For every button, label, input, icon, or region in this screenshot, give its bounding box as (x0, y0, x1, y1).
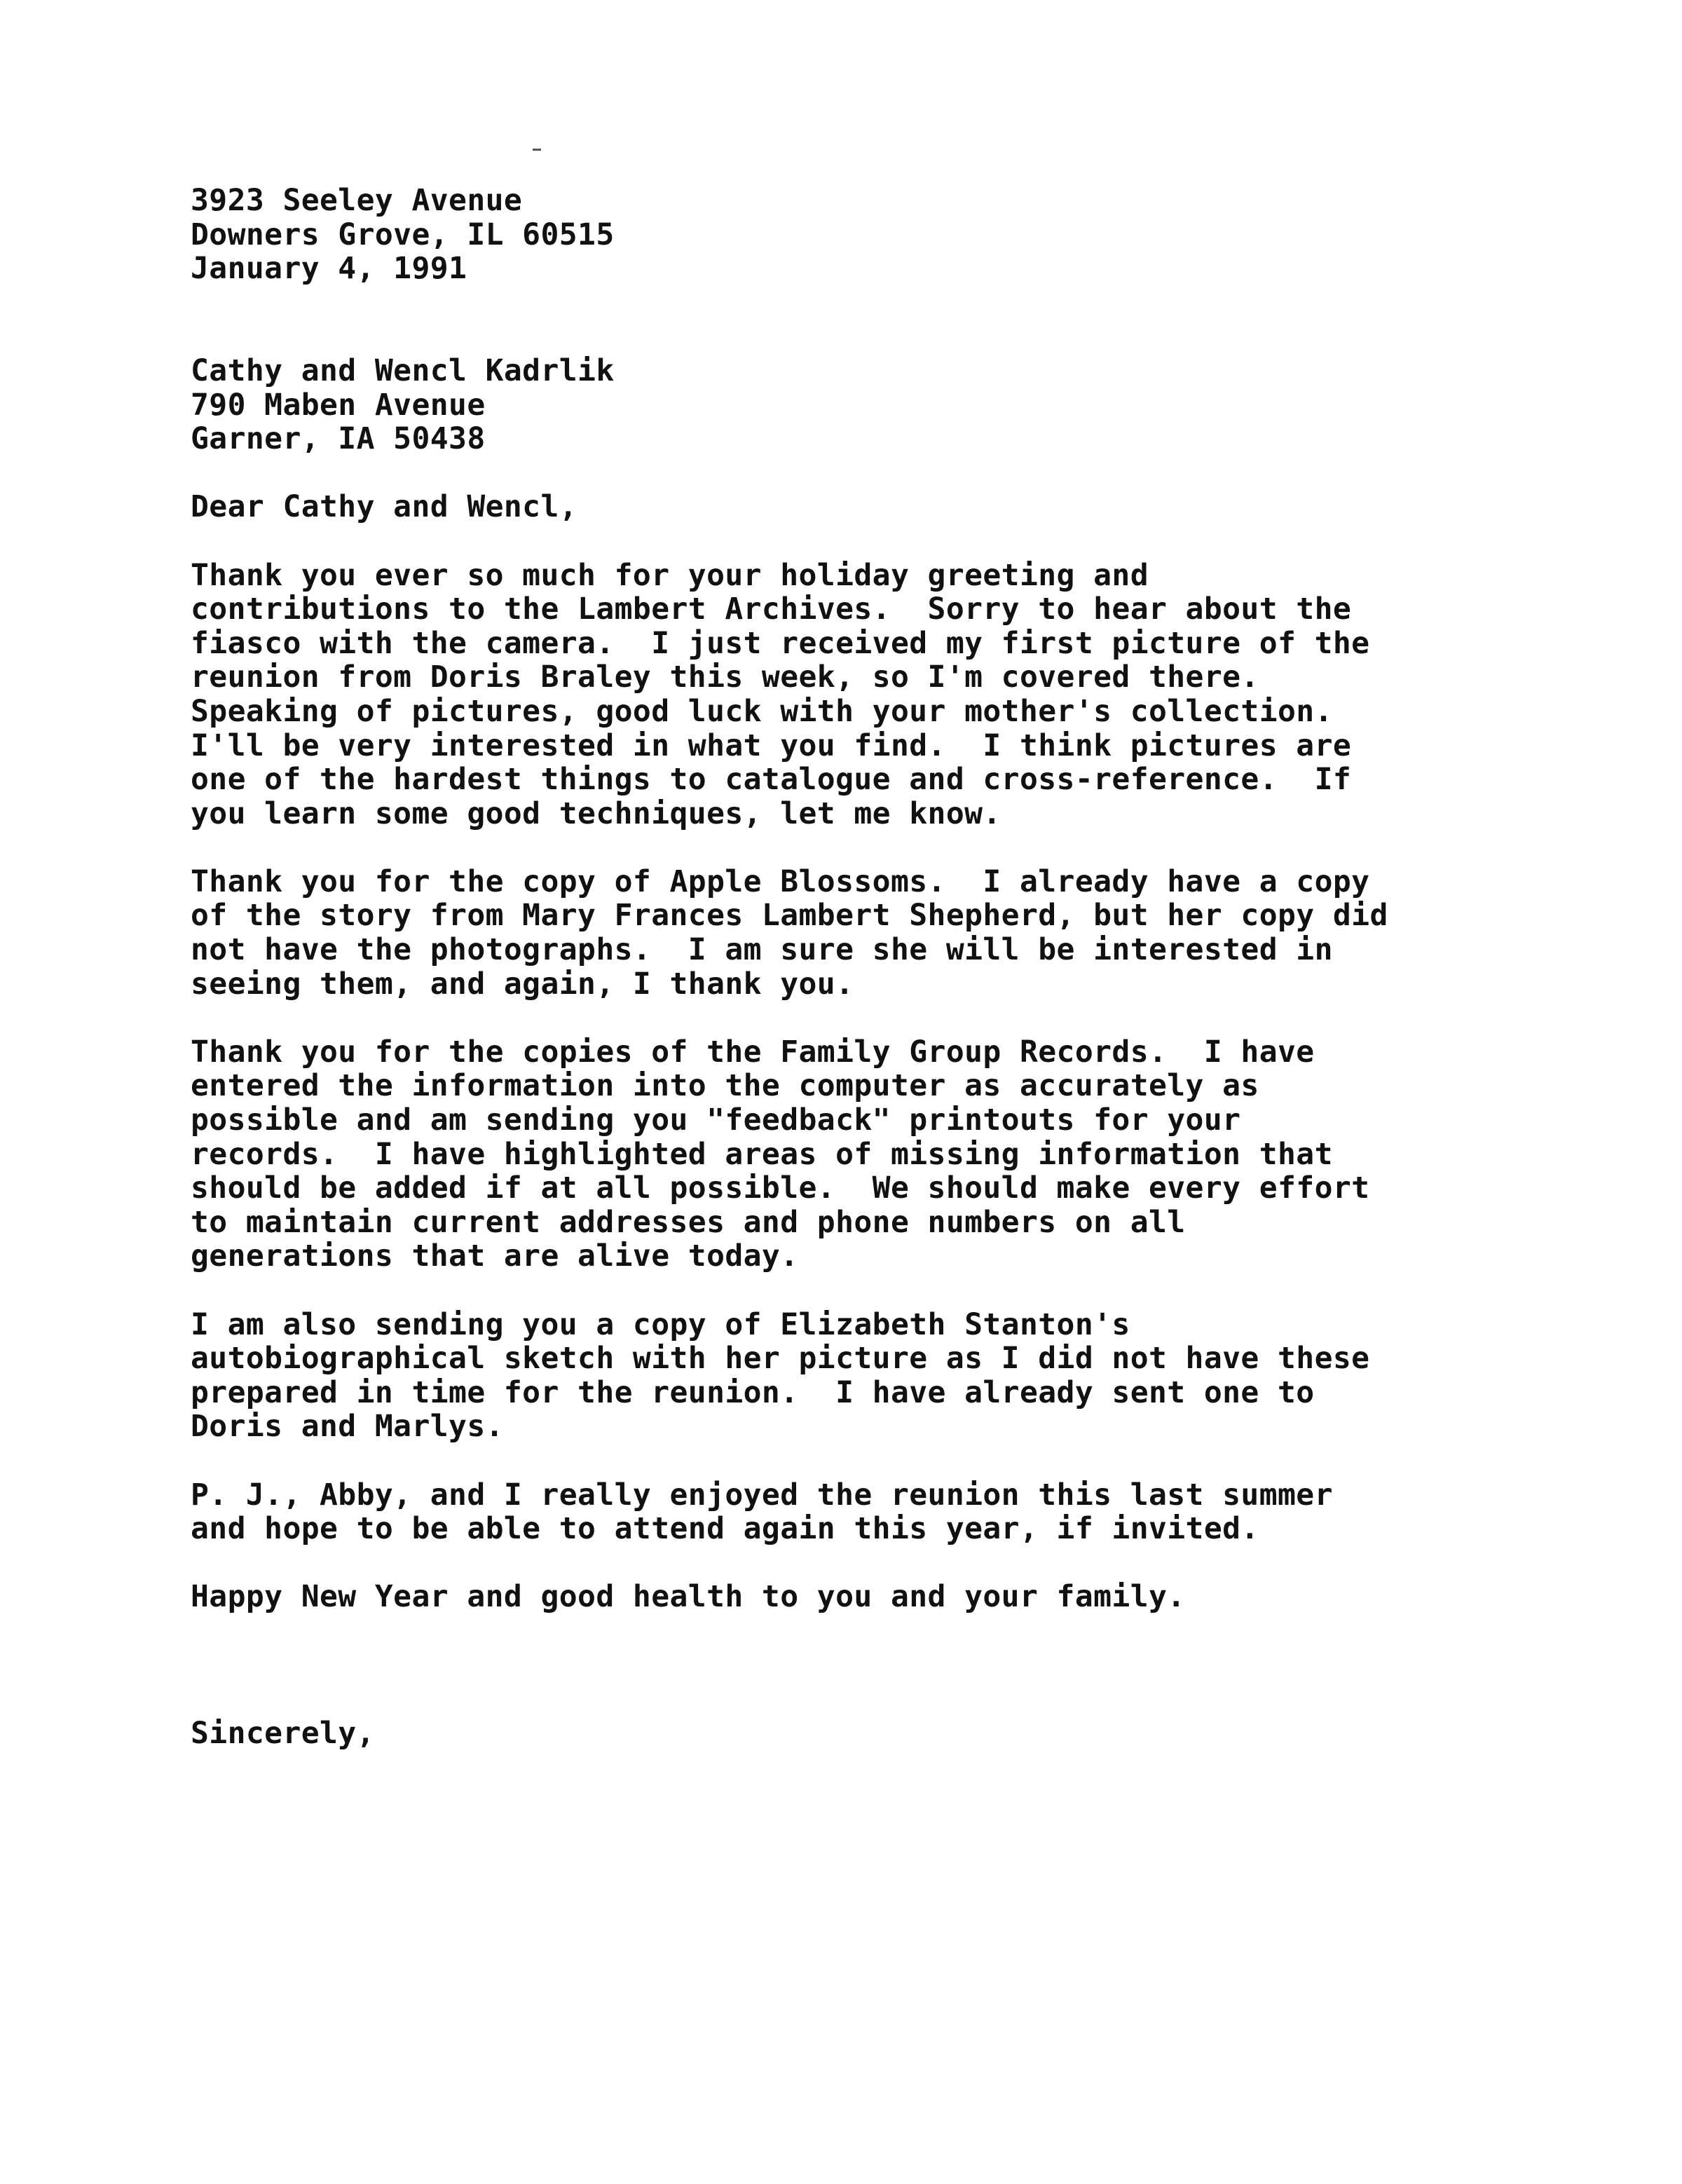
paragraph-line: reunion from Doris Braley this week, so I'm covered there. (191, 660, 1259, 695)
paragraph-line: I'll be very interested in what you find. I think pictures are (191, 728, 1352, 763)
paragraph-line: fiasco with the camera. I just received my first picture of the (191, 625, 1370, 661)
paragraph-line: and hope to be able to attend again this year, if invited. (191, 1511, 1259, 1547)
paragraph-line: possible and am sending you "feedback" printouts for your (191, 1103, 1241, 1138)
paragraph-line: P. J., Abby, and I really enjoyed the reunion this last summer (191, 1477, 1333, 1513)
letter-date: January 4, 1991 (191, 251, 467, 287)
paragraph-line: one of the hardest things to catalogue and cross-reference. If (191, 762, 1352, 798)
paragraph-line: you learn some good techniques, let me know. (191, 796, 1001, 831)
paragraph-2 (191, 865, 1634, 1001)
paragraph-line: of the story from Mary Frances Lambert Shepherd, but her copy did (191, 898, 1388, 934)
paragraph-line: Thank you ever so much for your holiday greeting and (191, 557, 1149, 593)
paragraph-line: Doris and Marlys. (191, 1409, 504, 1445)
recipient-city-line: Garner, IA 50438 (191, 421, 486, 457)
paragraph-line: Thank you for the copy of Apple Blossoms. I already have a copy (191, 864, 1370, 899)
closing: Sincerely, (191, 1715, 375, 1751)
paragraph-line: autobiographical sketch with her picture as I did not have these (191, 1341, 1370, 1377)
sender-street: 3923 Seeley Avenue (191, 183, 523, 218)
paragraph-6 (191, 1580, 1634, 1614)
paragraph-4 (191, 1308, 1634, 1444)
salutation: Dear Cathy and Wencl, (191, 489, 578, 525)
paragraph-line: Speaking of pictures, good luck with your mother's collection. (191, 693, 1333, 729)
paragraph-5 (191, 1478, 1634, 1546)
paragraph-line: should be added if at all possible. We should make every effort (191, 1171, 1370, 1206)
paragraph-line: Happy New Year and good health to you and your family. (191, 1579, 1186, 1615)
recipient-address (191, 354, 1634, 456)
paragraph-1 (191, 559, 1634, 831)
letter-body (191, 184, 1634, 1750)
sender-city-line: Downers Grove, IL 60515 (191, 217, 615, 252)
paragraph-line: I am also sending you a copy of Elizabeth Stanton's (191, 1306, 1130, 1342)
paragraph-line: Thank you for the copies of the Family Group Records. I have (191, 1034, 1315, 1070)
paragraph-line: records. I have highlighted areas of missing information that (191, 1136, 1333, 1172)
paragraph-line: entered the information into the computer as accurately as (191, 1068, 1259, 1104)
paragraph-3 (191, 1035, 1634, 1274)
paragraph-line: not have the photographs. I am sure she will be interested in (191, 932, 1333, 968)
paragraph-line: prepared in time for the reunion. I have already sent one to (191, 1374, 1315, 1410)
paragraph-line: contributions to the Lambert Archives. Sorry to hear about the (191, 592, 1352, 627)
sender-address (191, 184, 1634, 286)
scan-mark (533, 149, 541, 151)
paragraph-line: generations that are alive today. (191, 1238, 799, 1274)
recipient-street: 790 Maben Avenue (191, 387, 486, 423)
recipient-names: Cathy and Wencl Kadrlik (191, 353, 615, 388)
paragraph-line: to maintain current addresses and phone numbers on all (191, 1204, 1186, 1240)
paragraph-line: seeing them, and again, I thank you. (191, 966, 854, 1002)
